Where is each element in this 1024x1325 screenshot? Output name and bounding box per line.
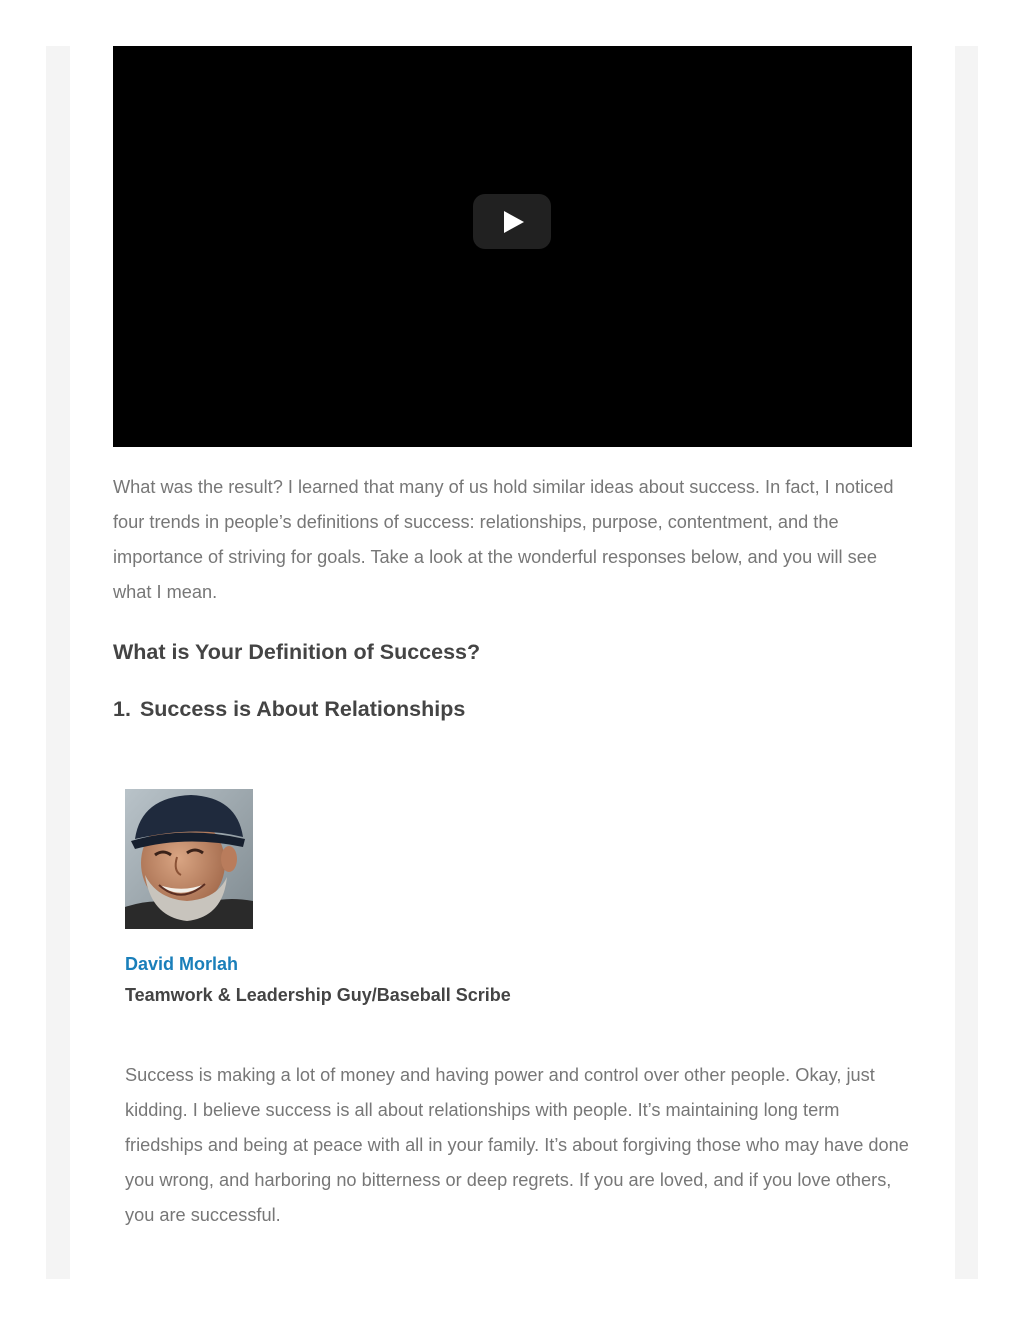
video-player[interactable] [113,46,912,447]
definition-heading: What is Your Definition of Success? [113,640,481,664]
intro-paragraph: What was the result? I learned that many of us hold similar ideas about success. In fact, I noticed four trends in people’s definitions of success: relationships, purpose, contentment, and the importance of striving for goals. Take a look at the wonderful responses below, and you will see what I mean. [113,477,894,602]
author-name-link[interactable]: David Morlah [125,954,239,974]
author-avatar [125,789,253,929]
section-number: 1. [113,697,131,721]
author-quote: Success is making a lot of money and having power and control over other people. Okay, just kidding. I believe success is all about relationships with people. It’s maintaining long term friedships and being at peace with all in your family. It’s about forgiving those who may have done you wrong, and harboring no bitterness or deep regrets. If you are loved, and if you love others, you are successful. [125,1065,909,1225]
left-gutter [46,46,70,1279]
author-photo [125,789,253,929]
section-heading [113,697,465,722]
right-gutter [955,46,978,1279]
play-icon [504,211,524,233]
author-title: Teamwork & Leadership Guy/Baseball Scribe [125,985,511,1005]
section-title: Success is About Relationships [139,697,466,721]
video-play-button[interactable] [473,194,551,249]
